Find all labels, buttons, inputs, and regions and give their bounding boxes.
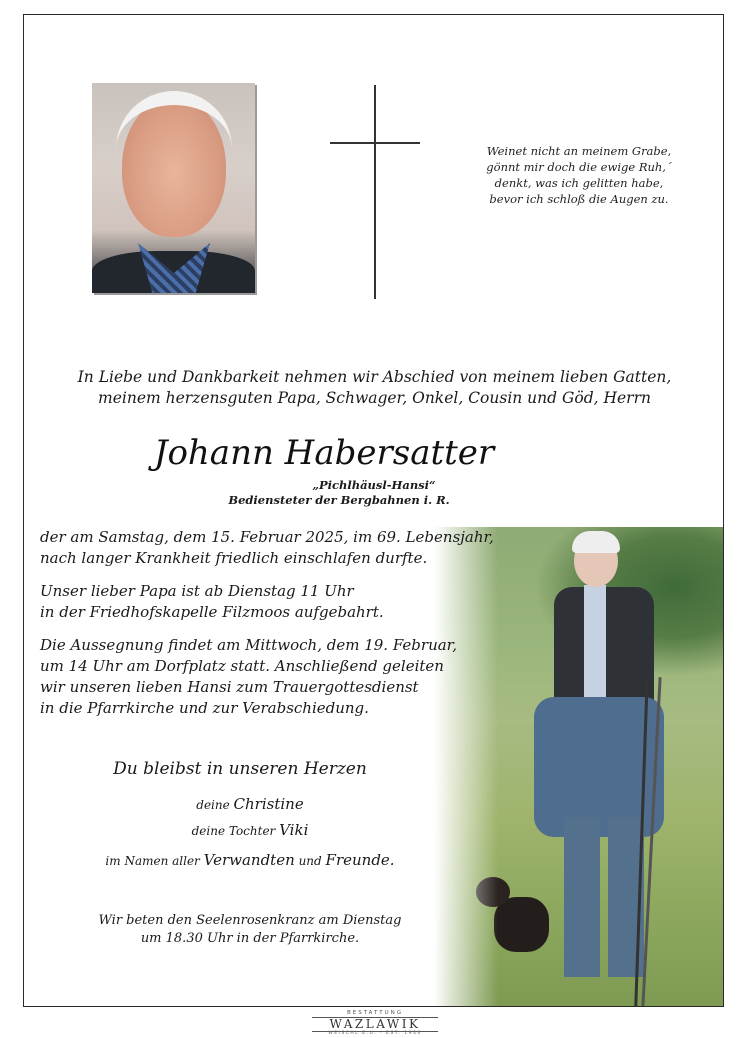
deceased-occupation: Bediensteter der Bergbahnen i. R.: [228, 493, 450, 507]
logo-bottom-text: WEISCHL E.U. · EST. 1936: [328, 1031, 422, 1036]
logo-top-text: BESTATTUNG: [346, 1010, 404, 1016]
signature-relatives: Verwandten: [203, 851, 295, 869]
intro-text: [24, 367, 724, 409]
rosary-info: [60, 912, 440, 948]
photo-scarf: [584, 585, 606, 705]
signature-prefix: im Namen aller: [105, 854, 200, 868]
signature-wife: [60, 795, 440, 813]
poem: [444, 143, 714, 207]
paragraph-line: Unser lieber Papa ist ab Dienstag 11 Uhr: [40, 582, 354, 600]
paragraph-line: in der Friedhofskapelle Filzmoos aufgebahrt.: [40, 603, 384, 621]
paragraph-line: Die Aussegnung findet am Mittwoch, dem 19. Februar,: [40, 636, 457, 654]
portrait-photo: [92, 83, 255, 293]
signature-family: [60, 851, 440, 869]
signature-daughter: [60, 821, 440, 839]
poem-line: bevor ich schloß die Augen zu.: [489, 192, 669, 206]
photo-dog: [494, 897, 549, 952]
closing-line: Du bleibst in unseren Herzen: [113, 759, 367, 779]
viewing-info: [40, 581, 510, 623]
deceased-nickname: „Pichlhäusl-Hansi“: [312, 478, 436, 492]
rosary-line: um 18.30 Uhr in der Pfarrkirche.: [140, 931, 360, 946]
signature-prefix: deine Tochter: [191, 824, 276, 838]
funeral-home-logo: [306, 1009, 444, 1038]
signature-prefix: deine: [196, 798, 230, 812]
intro-line: In Liebe und Dankbarkeit nehmen wir Abschied von meinem lieben Gatten,: [77, 368, 672, 386]
photo-hair: [572, 531, 620, 553]
poem-line: gönnt mir doch die ewige Ruh,´: [486, 160, 672, 174]
paragraph-line: in die Pfarrkirche und zur Verabschiedung.: [40, 699, 369, 717]
cross-icon: [374, 85, 376, 299]
cross-icon-bar: [330, 142, 420, 144]
poem-line: denkt, was ich gelitten habe,: [494, 176, 664, 190]
logo-main-text: WAZLAWIK: [329, 1017, 421, 1031]
paragraph-line: um 14 Uhr am Dorfplatz statt. Anschließend geleiten: [40, 657, 444, 675]
signature-friends: Freunde.: [325, 851, 395, 869]
poem-line: Weinet nicht an meinem Grabe,: [486, 144, 672, 158]
rosary-line: Wir beten den Seelenrosenkranz am Dienstag: [98, 913, 402, 928]
funeral-info: [40, 635, 510, 719]
paragraph-line: nach langer Krankheit friedlich einschlafen durfte.: [40, 549, 428, 567]
death-announcement: [40, 527, 510, 569]
photo-dog-head: [476, 877, 510, 907]
intro-line: meinem herzensguten Papa, Schwager, Onkel, Cousin und Göd, Herrn: [98, 389, 651, 407]
obituary-frame: [23, 14, 724, 1007]
signature-and: und: [298, 854, 322, 868]
signature-name: Viki: [279, 821, 309, 839]
deceased-name: Johann Habersatter: [153, 433, 495, 473]
paragraph-line: der am Samstag, dem 15. Februar 2025, im 69. Lebensjahr,: [40, 528, 494, 546]
paragraph-line: wir unseren lieben Hansi zum Trauergottesdienst: [40, 678, 419, 696]
photo-legs: [564, 817, 644, 977]
portrait-hair: [116, 91, 232, 161]
signature-name: Christine: [233, 795, 304, 813]
